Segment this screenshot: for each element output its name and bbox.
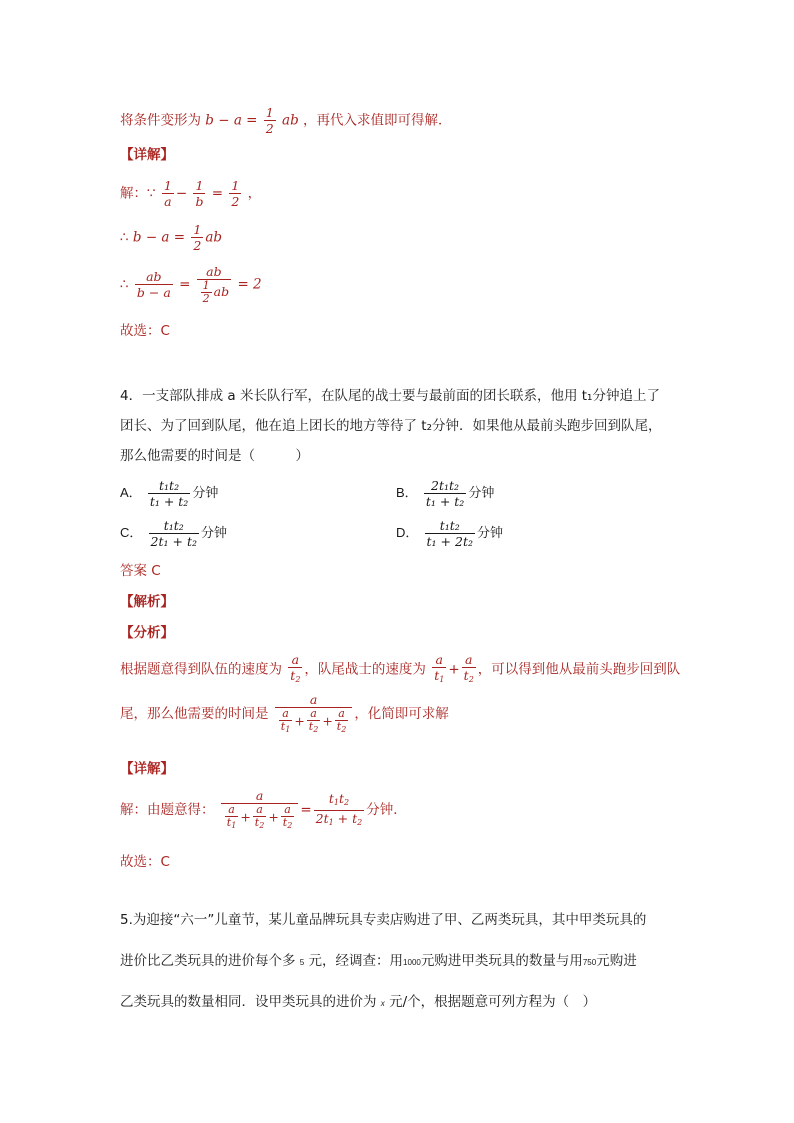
- question-5-line-2: 进价比乙类玩具的进价每个多 5 元，经调查：用1000元购进甲类玩具的数量与用750元购进: [120, 953, 637, 969]
- hint-formula: b − a =: [205, 112, 262, 129]
- question-4-line-2: 团长、为了回到队尾，他在追上团长的地方等待了 t₂分钟．如果他从最前头跑步回到队尾，: [120, 418, 662, 434]
- question-5-line-3: 乙类玩具的数量相同．设甲类玩具的进价为 x 元/个，根据题意可列方程为（ ）: [120, 994, 597, 1010]
- option-c[interactable]: C． $\frac{\text{t₁t₂}}{\text{2t₁ + t₂}}$ 分钟: [120, 518, 227, 549]
- solution-line-1: 解：∵ $\frac{1}{a}$ − $\frac{1}{b}$ = $\frac{1}{2}$ ，: [120, 178, 262, 209]
- hint-fraction: $\frac{1}{2}$: [265, 105, 274, 136]
- answer-label: 答案 C: [120, 563, 161, 579]
- option-a[interactable]: A． $\frac{\text{t₁t₂}}{\text{t₁ + t₂}}$ 分钟: [120, 478, 219, 509]
- solution-line-2: ∴ b − a = $\frac{1}{2}$ ab: [120, 222, 223, 253]
- hint-line: 将条件变形为 b − a = $\frac{1}{2}$ ab ，再代入求值即可得解．: [120, 105, 452, 136]
- option-d[interactable]: D． $\frac{\text{t₁t₂}}{\text{t₁ + 2t₂}}$ 分钟: [396, 518, 503, 549]
- final-answer: 故选：C: [120, 854, 170, 870]
- question-5-line-1: 5.为迎接“六一”儿童节，某儿童品牌玩具专卖店购进了甲、乙两类玩具，其中甲类玩具的: [120, 912, 647, 928]
- question-4-line-1: 4．一支部队排成 a 米长队行军，在队尾的战士要与最前面的团长联系，他用 t₁分钟追上了: [120, 388, 660, 404]
- answer-line: 故选：C: [120, 323, 170, 339]
- analysis-line-1: 根据题意得到队伍的速度为 $\frac{a}{t_2}$ ，队尾战士的速度为 $\frac{a}{t_1}$ + $\frac{a}{t_2}$ ，可以得到他从最前头跑步回到队: [120, 652, 681, 684]
- detail-heading: 【详解】: [120, 147, 174, 163]
- hint-text: 将条件变形为: [120, 112, 201, 129]
- analysis-heading: 【解析】: [120, 594, 174, 610]
- hint-text-end: ，再代入求值即可得解．: [303, 112, 452, 129]
- fenxi-heading: 【分析】: [120, 625, 174, 641]
- solution-line-3: ∴ $\frac{ab}{b - a}$ = ab $\frac{1}{2}$ ab = 2: [120, 264, 262, 305]
- detail-heading-q4: 【详解】: [120, 761, 174, 777]
- solution-q4: 解：由题意得： a $\frac{a}{t_1}$ + $\frac{a}{t_2}$ + $\frac{a}{t_2}$ = $\frac{t_1t_2}{2t_1 + t_2}$ 分钟．: [120, 788, 407, 830]
- question-4-line-3: 那么他需要的时间是（ ）: [120, 448, 309, 464]
- option-b[interactable]: B． $\frac{\text{2t₁t₂}}{\text{t₁ + t₂}}$ 分钟: [396, 478, 495, 509]
- analysis-line-2: 尾，那么他需要的时间是 a $\frac{a}{t_1}$ + $\frac{a}{t_2}$ + $\frac{a}{t_2}$ ，化简即可求解: [120, 692, 449, 734]
